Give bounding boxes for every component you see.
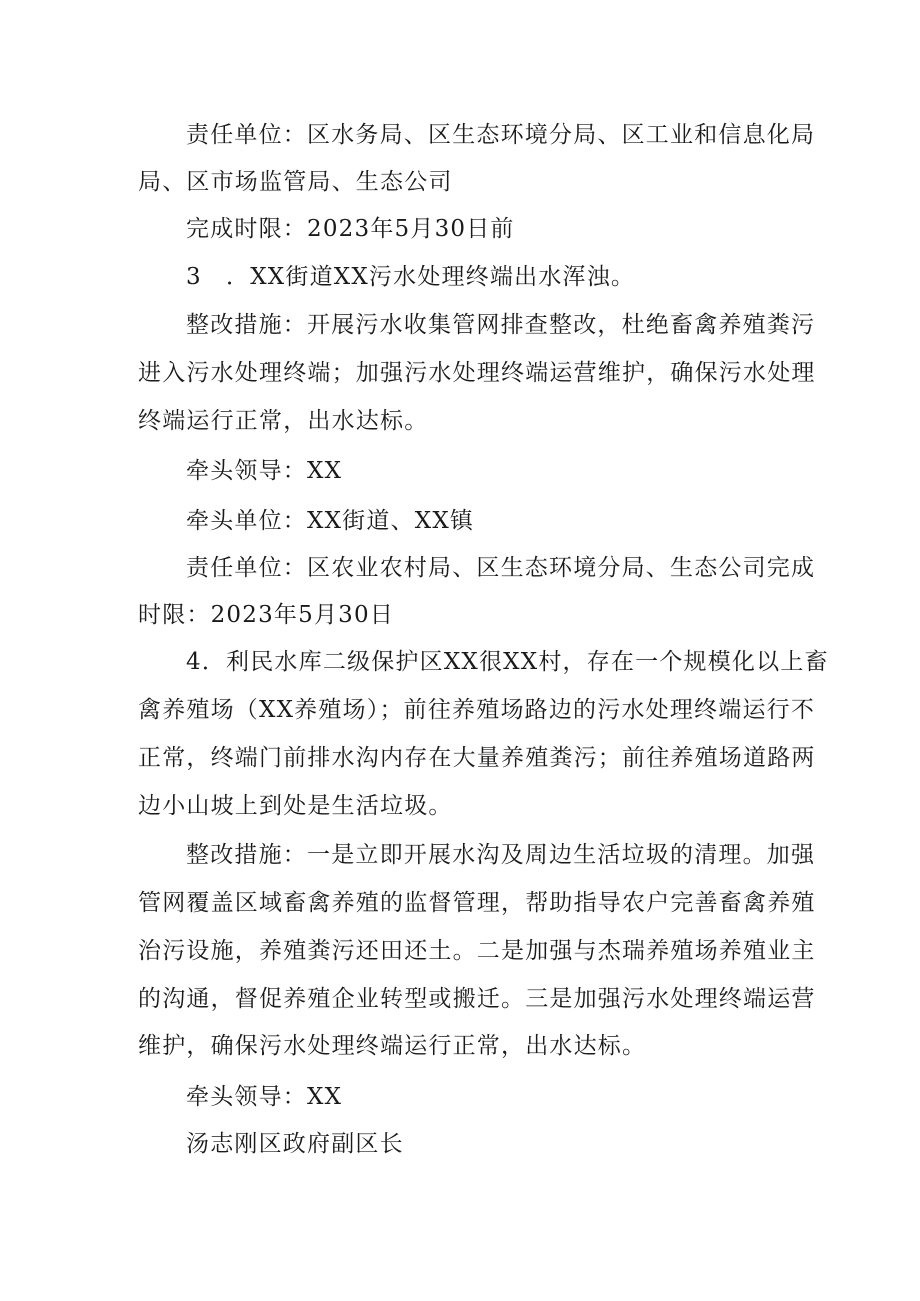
rectification-measures-3-line-3: 终端运行正常，出水达标。 (138, 408, 429, 434)
lead-leader-4: 牵头领导：XX (186, 1084, 343, 1110)
rectification-measures-4-line-1: 整改措施：一是立即开展水沟及周边生活垃圾的清理。加强 (186, 842, 816, 868)
responsible-units-line-1: 责任单位：区水务局、区生态环境分局、区工业和信息化局 (186, 122, 816, 148)
item-4-line-1: 4．利民水库二级保护区XX很XX村，存在一个规模化以上畜 (186, 649, 829, 675)
rectification-measures-4-line-4: 的沟通，督促养殖企业转型或搬迁。三是加强污水处理终端运营 (138, 986, 816, 1012)
item-3-heading: 3 ．XX街道XX污水处理终端出水浑浊。 (186, 264, 636, 290)
lead-leader-3: 牵头领导：XX (186, 458, 343, 484)
rectification-measures-4-line-2: 管网覆盖区域畜禽养殖的监督管理，帮助指导农户完善畜禽养殖 (138, 890, 816, 916)
rectification-measures-3-line-2: 进入污水处理终端；加强污水处理终端运营维护，确保污水处理 (138, 360, 816, 386)
rectification-measures-4-line-5: 维护，确保污水处理终端运行正常，出水达标。 (138, 1033, 647, 1059)
leader-name-title: 汤志刚区政府副区长 (186, 1131, 404, 1157)
item-4-line-2: 禽养殖场（XX养殖场）；前往养殖场路边的污水处理终端运行不 (138, 697, 816, 723)
responsible-units-3-line-1: 责任单位：区农业农村局、区生态环境分局、生态公司完成 (186, 555, 816, 581)
rectification-measures-3-line-1: 整改措施：开展污水收集管网排查整改，杜绝畜禽养殖粪污 (186, 312, 816, 338)
deadline-line: 完成时限：2023年5月30日前 (186, 216, 515, 242)
item-4-line-4: 边小山坡上到处是生活垃圾。 (138, 793, 453, 819)
responsible-units-line-2: 局、区市场监管局、生态公司 (138, 169, 453, 195)
rectification-measures-4-line-3: 治污设施，养殖粪污还田还土。二是加强与杰瑞养殖场养殖业主 (138, 938, 816, 964)
item-4-line-3: 正常，终端门前排水沟内存在大量养殖粪污；前往养殖场道路两 (138, 745, 816, 771)
responsible-units-3-line-2: 时限：2023年5月30日 (138, 602, 395, 628)
lead-unit-3: 牵头单位：XX街道、XX镇 (186, 508, 475, 534)
